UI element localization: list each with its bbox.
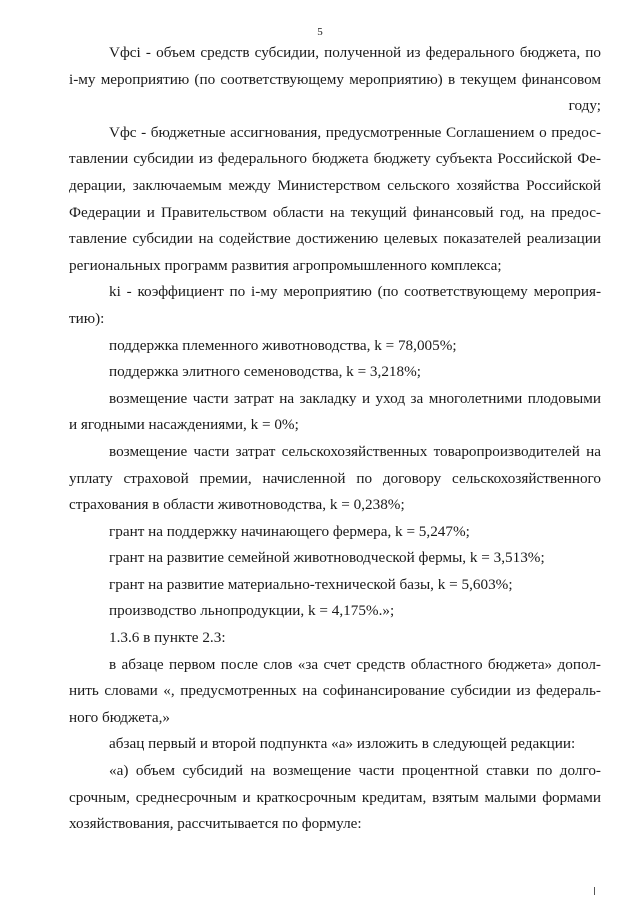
text-line: тавлении субсидии из федерального бюджета бюджету субъекта Российской Фе- xyxy=(69,150,601,168)
text-line: i-му мероприятию (по соответствующему мероприятию) в текущем финансовом xyxy=(69,70,601,88)
text-line: хозяйствования, рассчитывается по формуле: xyxy=(69,815,362,833)
list-item: грант на развитие семейной животноводческой фермы, k = 3,513%; xyxy=(109,549,545,567)
text-line: дерации, заключаемым между Министерством сельского хозяйства Российской xyxy=(69,176,601,194)
text-line: уплату страховой премии, начисленной по договору сельскохозяйственного xyxy=(69,469,601,487)
text-line: тавление субсидии на содействие достижению целевых показателей реализации xyxy=(69,230,601,248)
text-line: нить словами «, предусмотренных на софинансирование субсидии из федераль- xyxy=(69,682,601,700)
scan-mark xyxy=(594,887,595,895)
text-line: страхования в области животноводства, k = 0,238%; xyxy=(69,496,405,514)
list-item: производство льнопродукции, k = 4,175%.»; xyxy=(109,602,395,620)
list-item: возмещение части затрат на закладку и уход за многолетними плодовыми xyxy=(109,389,601,407)
text-line: региональных программ развития агропромышленного комплекса; xyxy=(69,256,502,274)
text-line: ki - коэффициент по i-му мероприятию (по соответствующему мероприя- xyxy=(109,283,601,301)
list-item: грант на развитие материально-технической базы, k = 5,603%; xyxy=(109,575,513,593)
text-line: в абзаце первом после слов «за счет средств областного бюджета» допол- xyxy=(109,655,601,673)
list-item: грант на поддержку начинающего фермера, k = 5,247%; xyxy=(109,522,470,540)
text-line: ного бюджета,» xyxy=(69,708,170,726)
clause-heading: 1.3.6 в пункте 2.3: xyxy=(109,629,226,647)
text-line: срочным, среднесрочным и краткосрочным кредитам, взятым малыми формами xyxy=(69,788,601,806)
text-line: «а) объем субсидий на возмещение части процентной ставки по долго- xyxy=(109,762,601,780)
page-number: 5 xyxy=(317,26,323,38)
list-item: поддержка племенного животноводства, k = 78,005%; xyxy=(109,336,457,354)
text-line: и ягодными насаждениями, k = 0%; xyxy=(69,416,299,434)
list-item: поддержка элитного семеноводства, k = 3,218%; xyxy=(109,363,421,381)
list-item: возмещение части затрат сельскохозяйственных товаропроизводителей на xyxy=(109,442,601,460)
text-line: Vфсi - объем средств субсидии, полученной из федерального бюджета, по xyxy=(109,44,601,61)
text-line: абзац первый и второй подпункта «а» изложить в следующей редакции: xyxy=(109,735,576,753)
document-body xyxy=(69,40,601,838)
text-line: Vфс - бюджетные ассигнования, предусмотренные Соглашением о предос- xyxy=(109,123,601,141)
text-line: тию): xyxy=(69,309,105,327)
text-line: Федерации и Правительством области на текущий финансовый год, на предос- xyxy=(69,203,601,221)
text-line: году; xyxy=(568,97,601,115)
